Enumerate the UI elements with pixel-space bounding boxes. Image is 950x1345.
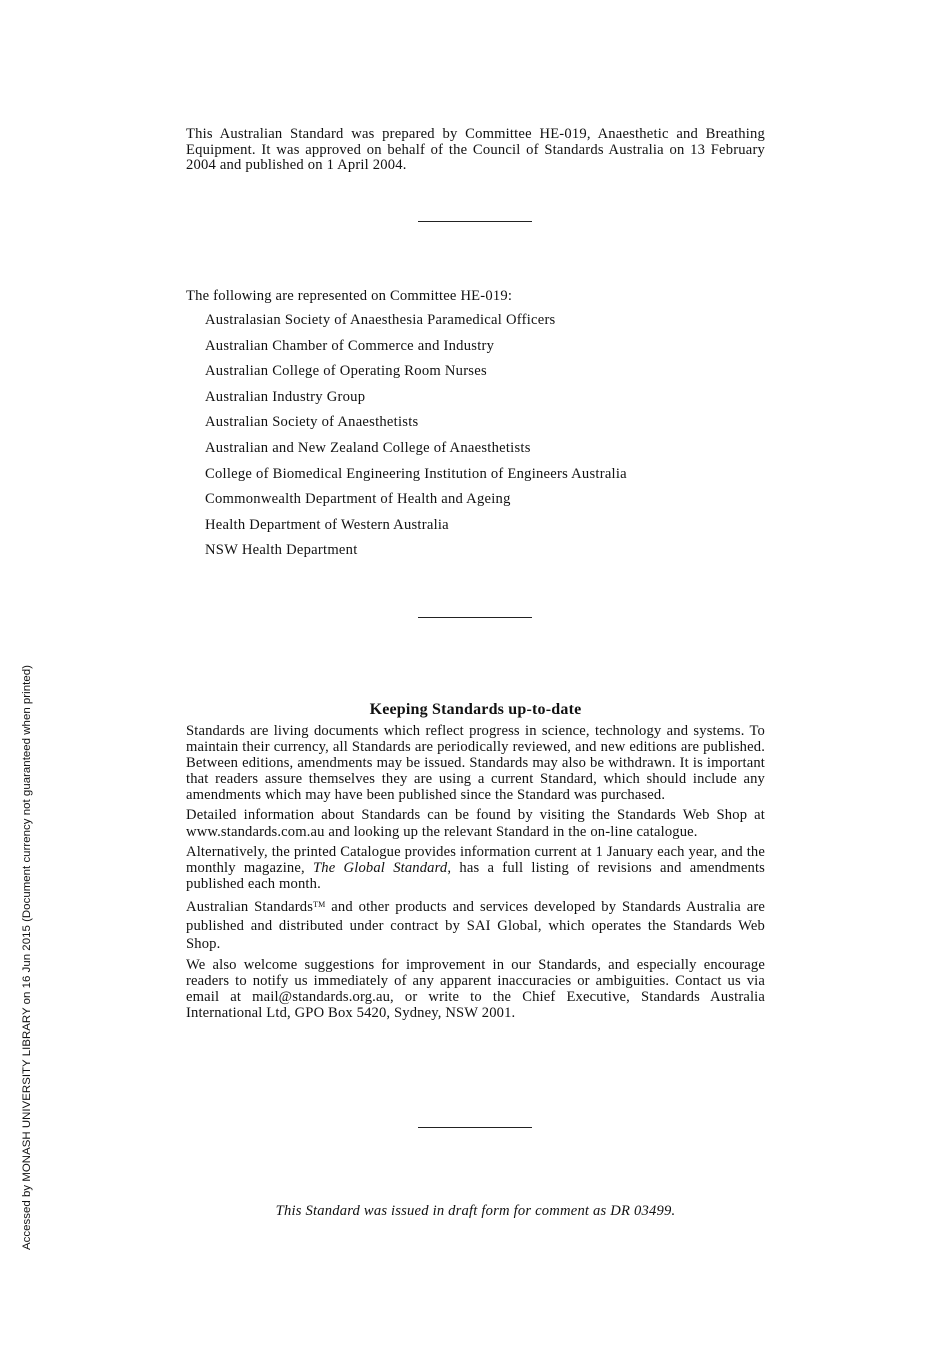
text-span: Alternatively, the printed Catalogue provides information current at 1 January each year, and the monthly magazine,	[186, 843, 765, 876]
committee-member: Australian and New Zealand College of Anaesthetists	[205, 439, 531, 456]
committee-member: Australian Chamber of Commerce and Industry	[205, 337, 495, 354]
text-span: Australian Standards	[186, 898, 314, 915]
committee-intro: The following are represented on Committee HE-019:	[186, 288, 513, 304]
committee-member: Commonwealth Department of Health and Ageing	[205, 491, 511, 508]
text-span: and other products and services developed by Standards Australia are published and distributed under contract by SAI Global, which operates the Standards Web Shop.	[186, 898, 765, 953]
section-divider	[418, 1127, 532, 1128]
paragraph: Standards are living documents which reflect progress in science, technology and systems. To maintain their currency, all Standards are periodically reviewed, and new editions are published. Between editions, amendments may be issued. Standards may also be withdrawn. It is important that readers assure themselves they are using a current Standard, which should include any amendments which may have been published since the Standard was purchased.	[186, 723, 765, 804]
committee-member-list	[205, 311, 627, 567]
keeping-standards-body	[186, 723, 765, 1025]
committee-member: Australasian Society of Anaesthesia Paramedical Officers	[205, 312, 556, 328]
paragraph	[186, 896, 765, 954]
committee-member: NSW Health Department	[205, 542, 358, 559]
draft-note: This Standard was issued in draft form for comment as DR 03499.	[275, 1203, 676, 1219]
paragraph: Detailed information about Standards can be found by visiting the Standards Web Shop at www.standards.com.au and looking up the relevant Standard in the on-line catalogue.	[186, 807, 765, 840]
paragraph: We also welcome suggestions for improvement in our Standards, and especially encourage readers to notify us immediately of any apparent inaccuracies or ambiguities. Contact us via email at mail@standards.org.au, or write to the Chief Executive, Standards Australia International Ltd, GPO Box 5420, Sydney, NSW 2001.	[186, 956, 765, 1021]
section-heading: Keeping Standards up-to-date	[369, 701, 582, 718]
approval-statement: This Australian Standard was prepared by Committee HE-019, Anaesthetic and Breathing Equipment. It was approved on behalf of the Council of Standards Australia on 13 February 2004 and published on 1 April 2004.	[186, 126, 765, 174]
section-divider	[418, 221, 532, 222]
magazine-title: The Global Standard	[313, 859, 448, 876]
committee-member: Australian College of Operating Room Nurses	[205, 363, 487, 380]
committee-member: Health Department of Western Australia	[205, 516, 449, 533]
section-divider	[418, 617, 532, 618]
trademark-mark: TM	[313, 899, 326, 909]
committee-member: Australian Industry Group	[205, 388, 366, 405]
access-notice: Accessed by MONASH UNIVERSITY LIBRARY on 16 Jun 2015 (Document currency not guaranteed when printed)	[21, 665, 33, 1250]
text-span: , has a full listing of revisions and amendments published each month.	[186, 859, 765, 892]
committee-member: Australian Society of Anaesthetists	[205, 414, 419, 431]
committee-member: College of Biomedical Engineering Institution of Engineers Australia	[205, 465, 627, 482]
paragraph	[186, 844, 765, 892]
